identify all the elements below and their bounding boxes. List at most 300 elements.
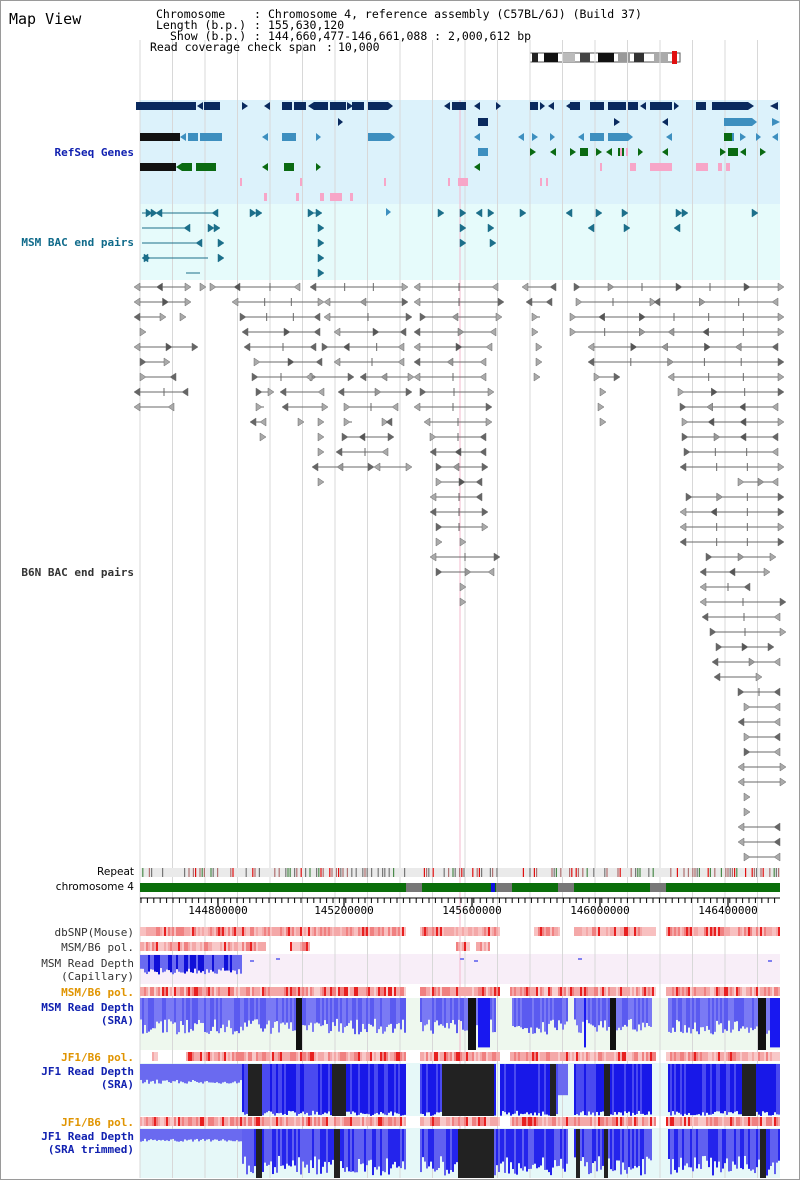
heat-cell bbox=[426, 987, 428, 996]
chromosome-gap bbox=[558, 883, 574, 892]
bac-end bbox=[703, 328, 709, 336]
heat-cell bbox=[762, 1052, 764, 1061]
heat-cell bbox=[180, 927, 182, 936]
jf1-depth-trim-line1: JF1 Read Depth bbox=[41, 1130, 134, 1143]
heat-cell bbox=[238, 987, 240, 996]
heat-cell bbox=[490, 927, 492, 936]
depth-bar bbox=[558, 1129, 560, 1166]
depth-bar bbox=[646, 1064, 648, 1115]
depth-bar bbox=[502, 1064, 504, 1111]
gene-exon-block bbox=[196, 163, 216, 171]
heat-cell bbox=[528, 987, 530, 996]
depth-bar bbox=[638, 1064, 640, 1111]
heat-cell bbox=[672, 1052, 674, 1061]
depth-bar bbox=[336, 1129, 338, 1178]
depth-bar bbox=[306, 1064, 308, 1113]
heat-cell bbox=[178, 927, 180, 936]
heat-cell bbox=[254, 987, 256, 996]
depth-bar bbox=[304, 1064, 306, 1114]
gene-exon-block bbox=[650, 163, 672, 171]
repeat-element bbox=[204, 868, 205, 877]
depth-bar bbox=[324, 1064, 326, 1113]
depth-bar bbox=[544, 1064, 546, 1115]
heat-cell bbox=[196, 987, 198, 996]
heat-cell bbox=[202, 1052, 204, 1061]
track-label-dbsnp[interactable]: dbSNP(Mouse) bbox=[54, 926, 134, 939]
heat-cell bbox=[236, 1052, 238, 1061]
heat-cell bbox=[648, 1052, 650, 1061]
depth-bar bbox=[150, 1129, 152, 1139]
depth-bar bbox=[220, 955, 222, 970]
heat-cell bbox=[172, 987, 174, 996]
depth-bar bbox=[476, 998, 478, 1025]
heat-cell bbox=[556, 987, 558, 996]
heat-cell bbox=[498, 1117, 500, 1126]
depth-bar bbox=[486, 1064, 488, 1116]
heat-cell bbox=[290, 927, 292, 936]
bac-end bbox=[406, 313, 412, 321]
heat-cell bbox=[724, 1117, 726, 1126]
depth-bar bbox=[234, 1129, 236, 1141]
depth-bar bbox=[752, 998, 754, 1030]
depth-bar bbox=[332, 1129, 334, 1160]
heat-cell bbox=[218, 1117, 220, 1126]
heat-cell bbox=[146, 942, 148, 951]
heat-cell bbox=[542, 927, 544, 936]
heat-cell bbox=[420, 1052, 422, 1061]
depth-bar bbox=[158, 955, 160, 974]
heat-cell bbox=[444, 927, 446, 936]
depth-bar bbox=[738, 998, 740, 1031]
heat-cell bbox=[262, 987, 264, 996]
heat-cell bbox=[148, 1117, 150, 1126]
heat-cell bbox=[450, 927, 452, 936]
track-label-msm-bac[interactable]: MSM BAC end pairs bbox=[21, 236, 134, 249]
bac-end bbox=[778, 328, 784, 336]
depth-bar bbox=[396, 1129, 398, 1168]
heat-cell bbox=[596, 1052, 598, 1061]
repeat-element bbox=[232, 868, 233, 877]
depth-bar bbox=[200, 955, 202, 973]
depth-bar bbox=[232, 1064, 234, 1082]
bac-end bbox=[392, 403, 398, 411]
heat-cell bbox=[304, 1052, 306, 1061]
heat-cell bbox=[680, 1117, 682, 1126]
depth-bar bbox=[702, 998, 704, 1027]
depth-bar bbox=[648, 1129, 650, 1159]
bac-end bbox=[526, 298, 532, 306]
bac-end bbox=[708, 418, 714, 426]
heat-cell bbox=[324, 1117, 326, 1126]
bac-end bbox=[600, 418, 606, 426]
depth-bar bbox=[332, 1064, 334, 1116]
depth-bar bbox=[144, 955, 146, 972]
heat-cell bbox=[200, 942, 202, 951]
heat-cell bbox=[558, 927, 560, 936]
track-label-msm-b6-pol-cap[interactable]: MSM/B6 pol. bbox=[61, 941, 134, 954]
heat-cell bbox=[360, 1052, 362, 1061]
heat-cell bbox=[238, 942, 240, 951]
heat-cell bbox=[734, 1052, 736, 1061]
depth-bar bbox=[772, 998, 774, 1047]
depth-bar bbox=[162, 1129, 164, 1140]
depth-bar bbox=[298, 1064, 300, 1114]
depth-bar bbox=[708, 998, 710, 1030]
heat-cell bbox=[368, 927, 370, 936]
b6n-bac bbox=[310, 283, 408, 291]
depth-bar bbox=[612, 1064, 614, 1115]
bac-end bbox=[336, 448, 342, 456]
heat-cell bbox=[600, 1052, 602, 1061]
heat-cell bbox=[730, 987, 732, 996]
heat-cell bbox=[150, 927, 152, 936]
heat-cell bbox=[638, 927, 640, 936]
heat-cell bbox=[368, 1052, 370, 1061]
depth-bar bbox=[478, 1064, 480, 1116]
depth-bar bbox=[348, 998, 350, 1023]
heat-cell bbox=[346, 927, 348, 936]
depth-bar bbox=[430, 1064, 432, 1116]
heat-cell bbox=[778, 1052, 780, 1061]
heat-cell bbox=[774, 1117, 776, 1126]
bac-end bbox=[298, 418, 304, 426]
heat-cell bbox=[710, 927, 712, 936]
depth-bar bbox=[580, 998, 582, 1033]
heat-cell bbox=[304, 927, 306, 936]
heat-cell bbox=[728, 927, 730, 936]
depth-bar bbox=[262, 1129, 264, 1172]
heat-cell bbox=[180, 942, 182, 951]
depth-bar bbox=[696, 1129, 698, 1168]
bac-end bbox=[318, 388, 324, 396]
heat-cell bbox=[390, 927, 392, 936]
heat-cell bbox=[708, 987, 710, 996]
bac-end bbox=[436, 523, 442, 531]
depth-bar bbox=[448, 1064, 450, 1116]
b6n-bac bbox=[414, 283, 498, 291]
chromosome-value: Chromosome 4, reference assembly (C57BL/6J) (Build 37) bbox=[268, 7, 642, 21]
depth-bar bbox=[248, 998, 250, 1020]
depth-bar bbox=[530, 998, 532, 1027]
depth-bar bbox=[486, 998, 488, 1047]
heat-cell bbox=[226, 1052, 228, 1061]
heat-cell bbox=[306, 1117, 308, 1126]
depth-bar bbox=[278, 1129, 280, 1156]
heat-cell bbox=[514, 1052, 516, 1061]
heat-cell bbox=[444, 1117, 446, 1126]
heat-cell bbox=[592, 1052, 594, 1061]
heat-cell bbox=[472, 987, 474, 996]
heat-cell bbox=[734, 1117, 736, 1126]
depth-bar bbox=[732, 998, 734, 1030]
depth-bar bbox=[216, 1129, 218, 1140]
heat-cell bbox=[564, 987, 566, 996]
heat-cell bbox=[678, 987, 680, 996]
depth-bar bbox=[368, 998, 370, 1024]
depth-bar bbox=[174, 955, 176, 973]
b6n-bac bbox=[744, 733, 780, 741]
gene-exon-block bbox=[530, 102, 538, 110]
depth-bar bbox=[598, 1064, 600, 1115]
depth-bar bbox=[478, 998, 480, 1047]
heat-cell bbox=[378, 1117, 380, 1126]
heat-cell bbox=[622, 987, 624, 996]
heat-cell bbox=[290, 942, 292, 951]
depth-bar bbox=[778, 1064, 780, 1115]
depth-bar bbox=[354, 998, 356, 1034]
depth-bar bbox=[462, 1064, 464, 1116]
heat-cell bbox=[302, 1052, 304, 1061]
depth-bar bbox=[258, 1129, 260, 1178]
depth-bar bbox=[470, 998, 472, 1050]
track-label-jf1-b6-pol-1[interactable]: JF1/B6 pol. bbox=[61, 1051, 134, 1064]
heat-cell bbox=[196, 942, 198, 951]
heat-cell bbox=[462, 1117, 464, 1126]
depth-bar bbox=[330, 998, 332, 1031]
depth-bar bbox=[214, 1064, 216, 1083]
heat-cell bbox=[386, 1117, 388, 1126]
depth-bar bbox=[542, 998, 544, 1022]
heat-cell bbox=[448, 927, 450, 936]
depth-bar bbox=[390, 1064, 392, 1111]
depth-bar bbox=[218, 955, 220, 969]
bac-end bbox=[134, 283, 140, 291]
depth-bar bbox=[776, 998, 778, 1047]
depth-bar bbox=[706, 1129, 708, 1161]
gene-exon-block bbox=[204, 102, 220, 110]
depth-bar bbox=[220, 1064, 222, 1084]
depth-bar bbox=[710, 1064, 712, 1115]
b6n-bac bbox=[570, 313, 784, 321]
heat-cell bbox=[220, 927, 222, 936]
bac-end bbox=[343, 343, 349, 351]
heat-cell bbox=[550, 987, 552, 996]
depth-bar bbox=[226, 1064, 228, 1083]
bac-end bbox=[740, 433, 746, 441]
b6n-bac bbox=[682, 418, 784, 426]
heat-cell bbox=[198, 987, 200, 996]
ideogram-band bbox=[544, 53, 558, 62]
heat-cell bbox=[494, 1117, 496, 1126]
heat-cell bbox=[556, 1117, 558, 1126]
heat-cell bbox=[348, 927, 350, 936]
heat-cell bbox=[666, 1052, 668, 1061]
depth-bar bbox=[718, 1129, 720, 1162]
b6n-bac bbox=[430, 448, 486, 456]
heat-cell bbox=[622, 1117, 624, 1126]
heat-cell bbox=[350, 987, 352, 996]
heat-cell bbox=[714, 987, 716, 996]
gene-exon-block bbox=[696, 102, 706, 110]
heat-cell bbox=[182, 987, 184, 996]
heat-cell bbox=[224, 942, 226, 951]
heat-cell bbox=[648, 987, 650, 996]
heat-cell bbox=[718, 1117, 720, 1126]
heat-cell bbox=[578, 987, 580, 996]
depth-bar bbox=[678, 998, 680, 1021]
heat-cell bbox=[778, 987, 780, 996]
heat-cell bbox=[546, 1052, 548, 1061]
heat-cell bbox=[560, 1117, 562, 1126]
heat-cell bbox=[476, 987, 478, 996]
heat-cell bbox=[224, 1117, 226, 1126]
depth-bar bbox=[454, 1064, 456, 1116]
heat-cell bbox=[538, 1052, 540, 1061]
depth-bar bbox=[172, 1129, 174, 1139]
heat-cell bbox=[148, 927, 150, 936]
gene-exon-block bbox=[626, 148, 628, 156]
depth-bar bbox=[300, 998, 302, 1050]
depth-bar bbox=[738, 1064, 740, 1114]
depth-bar bbox=[518, 1129, 520, 1163]
bac-end bbox=[608, 283, 614, 291]
depth-bar bbox=[544, 1129, 546, 1170]
depth-bar bbox=[178, 955, 180, 972]
repeat-element bbox=[756, 868, 757, 877]
bac-end bbox=[414, 283, 420, 291]
heat-cell bbox=[214, 1117, 216, 1126]
heat-cell bbox=[316, 1117, 318, 1126]
repeat-element bbox=[193, 868, 194, 877]
track-label-jf1-depth-sra[interactable] bbox=[41, 1065, 134, 1091]
msm-b6-pol-cap-track bbox=[140, 942, 490, 951]
heat-cell bbox=[644, 987, 646, 996]
heat-cell bbox=[374, 1052, 376, 1061]
bac-end bbox=[482, 508, 488, 516]
heat-cell bbox=[666, 1117, 668, 1126]
heat-cell bbox=[462, 1052, 464, 1061]
depth-bar bbox=[290, 1129, 292, 1166]
depth-bar bbox=[232, 998, 234, 1034]
track-label-msm-depth-cap[interactable] bbox=[41, 957, 134, 983]
depth-bar bbox=[670, 1064, 672, 1116]
heat-cell bbox=[404, 987, 406, 996]
depth-bar bbox=[402, 998, 404, 1020]
heat-cell bbox=[320, 987, 322, 996]
heat-cell bbox=[140, 1117, 142, 1126]
heat-cell bbox=[614, 987, 616, 996]
depth-bar bbox=[760, 1129, 762, 1178]
bac-end bbox=[774, 703, 780, 711]
depth-bar bbox=[538, 998, 540, 1029]
heat-cell bbox=[488, 1117, 490, 1126]
depth-bar bbox=[228, 998, 230, 1020]
depth-bar bbox=[616, 998, 618, 1030]
heat-cell bbox=[682, 1117, 684, 1126]
ideogram-band bbox=[618, 53, 630, 62]
track-label-msm-depth-sra[interactable] bbox=[41, 1001, 134, 1027]
heat-cell bbox=[566, 987, 568, 996]
track-label-b6n-bac[interactable]: B6N BAC end pairs bbox=[21, 566, 134, 579]
depth-bar bbox=[678, 1064, 680, 1113]
heat-cell bbox=[176, 1117, 178, 1126]
heat-cell bbox=[190, 1052, 192, 1061]
bac-end bbox=[182, 388, 188, 396]
heat-cell bbox=[486, 1052, 488, 1061]
bac-end bbox=[654, 298, 660, 306]
heat-cell bbox=[286, 1117, 288, 1126]
repeat-element bbox=[699, 868, 700, 877]
depth-bar bbox=[644, 1129, 646, 1174]
heat-cell bbox=[372, 1052, 374, 1061]
bac-end bbox=[532, 313, 538, 321]
heat-cell bbox=[718, 927, 720, 936]
heat-cell bbox=[290, 1117, 292, 1126]
b6n-bac bbox=[312, 463, 374, 471]
heat-cell bbox=[174, 927, 176, 936]
depth-bar bbox=[458, 1129, 460, 1178]
track-label-jf1-depth-trim[interactable] bbox=[41, 1130, 134, 1156]
heat-cell bbox=[534, 927, 536, 936]
heat-cell bbox=[700, 1052, 702, 1061]
heat-cell bbox=[588, 987, 590, 996]
heat-cell bbox=[512, 987, 514, 996]
track-label-refseq[interactable]: RefSeq Genes bbox=[54, 146, 134, 159]
depth-bar bbox=[376, 998, 378, 1033]
heat-cell bbox=[620, 1052, 622, 1061]
bac-end bbox=[684, 448, 690, 456]
bac-end bbox=[436, 478, 442, 486]
depth-bar bbox=[646, 998, 648, 1023]
heat-cell bbox=[604, 987, 606, 996]
heat-cell bbox=[750, 927, 752, 936]
depth-bar bbox=[432, 1064, 434, 1115]
heat-cell bbox=[542, 1052, 544, 1061]
heat-cell bbox=[402, 1052, 404, 1061]
heat-cell bbox=[200, 1117, 202, 1126]
heat-cell bbox=[478, 942, 480, 951]
heat-cell bbox=[202, 987, 204, 996]
bac-end bbox=[163, 298, 169, 306]
heat-cell bbox=[388, 1117, 390, 1126]
depth-bar bbox=[390, 1129, 392, 1168]
heat-cell bbox=[544, 1052, 546, 1061]
heat-cell bbox=[304, 942, 306, 951]
track-label-jf1-b6-pol-2[interactable]: JF1/B6 pol. bbox=[61, 1116, 134, 1129]
depth-bar bbox=[148, 998, 150, 1032]
bac-end bbox=[711, 388, 717, 396]
repeat-element bbox=[448, 868, 449, 877]
heat-cell bbox=[162, 927, 164, 936]
heat-cell bbox=[482, 927, 484, 936]
repeat-element bbox=[323, 868, 324, 877]
heat-cell bbox=[206, 1052, 208, 1061]
bac-end bbox=[707, 403, 713, 411]
depth-bar bbox=[468, 998, 470, 1050]
heat-cell bbox=[630, 1117, 632, 1126]
heat-cell bbox=[228, 927, 230, 936]
heat-cell bbox=[624, 927, 626, 936]
heat-cell bbox=[308, 987, 310, 996]
bac-end bbox=[486, 418, 492, 426]
heat-cell bbox=[740, 1052, 742, 1061]
depth-bar bbox=[762, 1064, 764, 1111]
bac-end bbox=[706, 553, 712, 561]
depth-bar bbox=[582, 1129, 584, 1157]
depth-bar bbox=[322, 1064, 324, 1114]
heat-cell bbox=[216, 1052, 218, 1061]
bac-end bbox=[458, 328, 464, 336]
heat-cell bbox=[170, 1117, 172, 1126]
heat-cell bbox=[328, 987, 330, 996]
heat-cell bbox=[524, 1052, 526, 1061]
depth-bar bbox=[196, 955, 198, 973]
heat-cell bbox=[468, 1117, 470, 1126]
track-label-msm-b6-pol-sra[interactable]: MSM/B6 pol. bbox=[61, 986, 134, 999]
bac-end bbox=[134, 298, 140, 306]
depth-bar bbox=[614, 1064, 616, 1112]
depth-bar bbox=[400, 998, 402, 1029]
